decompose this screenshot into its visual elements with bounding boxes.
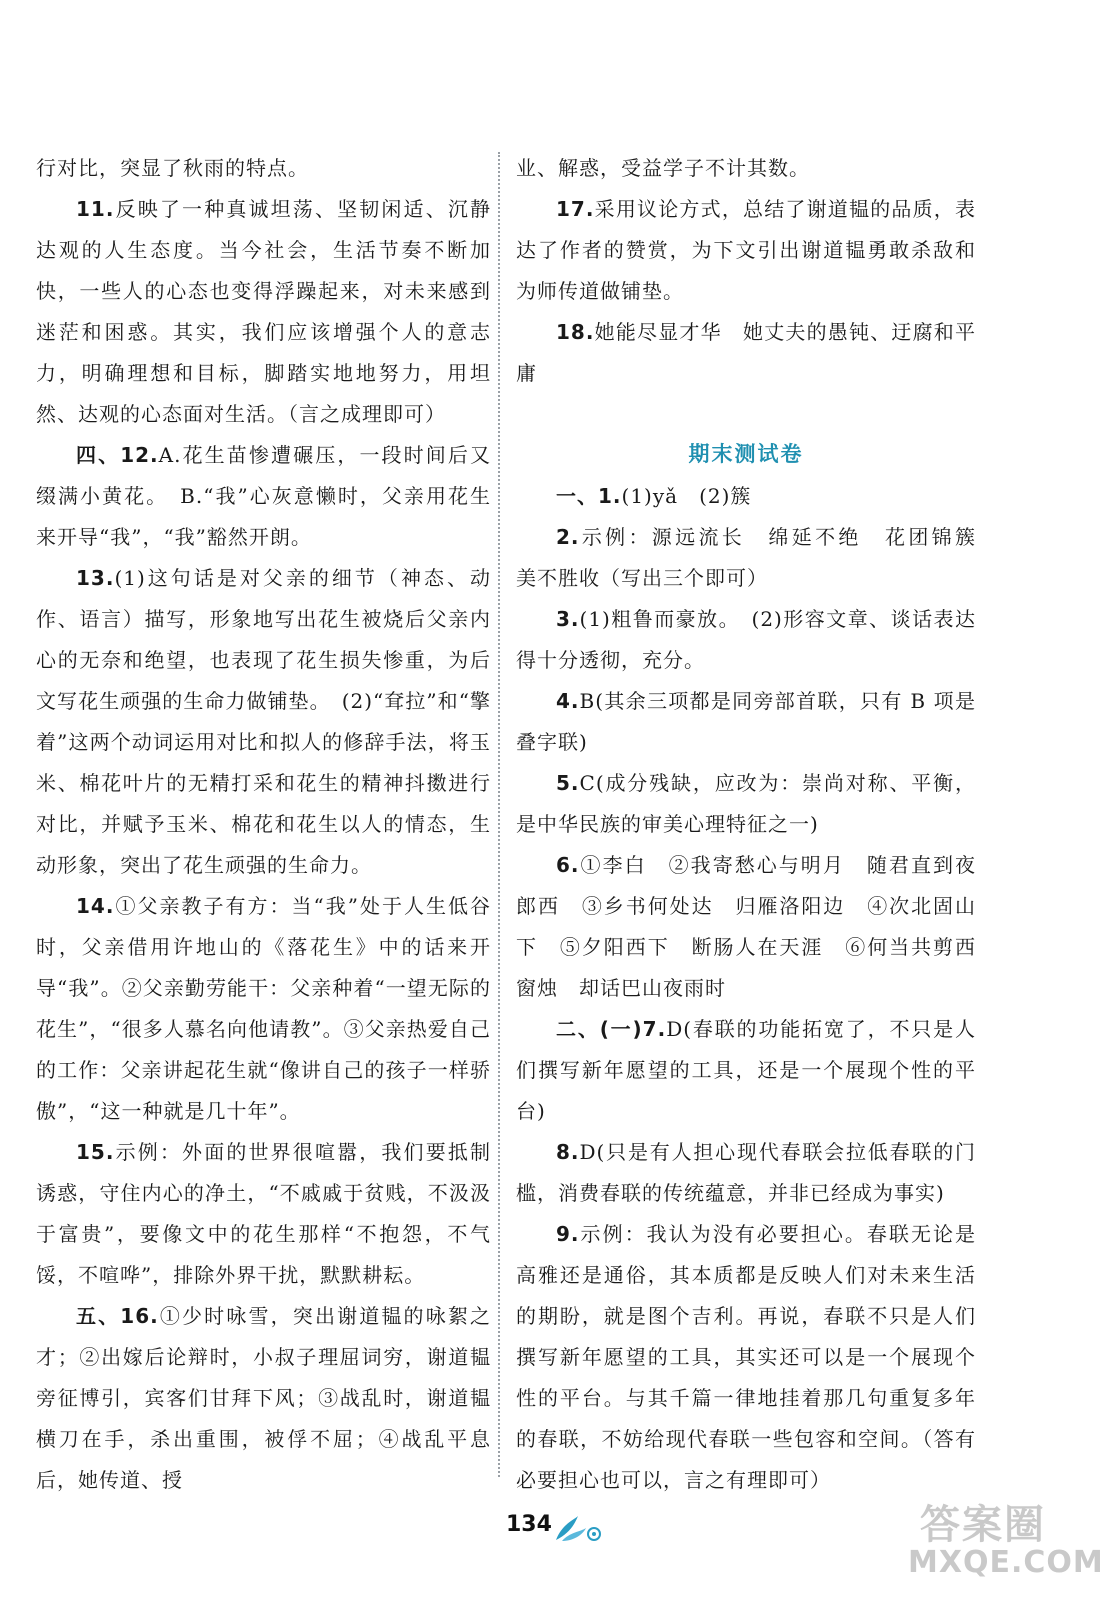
answer-number: 5. xyxy=(556,771,580,795)
answer-number: 2. xyxy=(556,525,580,549)
right-column xyxy=(516,148,997,1501)
answer-text: D(春联的功能拓宽了，不只是人们撰写新年愿望的工具，还是一个展现个性的平台) xyxy=(516,1017,977,1123)
answer-number: 11. xyxy=(76,197,115,221)
answer-paragraph xyxy=(36,886,491,1132)
answer-paragraph xyxy=(516,1009,976,1132)
answer-paragraph xyxy=(516,763,976,845)
page-number: 134 xyxy=(506,1512,552,1537)
answer-text: D(只是有人担心现代春联会拉低春联的门槛，消费春联的传统蕴意，并非已经成为事实) xyxy=(516,1140,976,1205)
answer-paragraph xyxy=(36,1296,491,1501)
answer-number: 17. xyxy=(556,197,595,221)
answer-text: 采用议论方式，总结了谢道韫的品质，表达了作者的赞赏，为下文引出谢道韫勇敢杀敌和为师传道做铺垫。 xyxy=(516,197,976,303)
watermark-logo xyxy=(900,1485,1104,1595)
answer-paragraph xyxy=(36,435,491,558)
watermark-bottom-text: MXQE.COM xyxy=(908,1545,1104,1580)
answer-number: 四、12. xyxy=(76,443,159,467)
answer-number: 9. xyxy=(556,1222,580,1246)
answer-number: 二、(一)7. xyxy=(556,1017,667,1041)
answer-paragraph xyxy=(516,845,976,1009)
answer-text: C(成分残缺，应改为：崇尚对称、平衡，是中华民族的审美心理特征之一) xyxy=(516,771,976,836)
section-title: 期末测试卷 xyxy=(688,441,804,466)
answer-text: ①李白 ②我寄愁心与明月 随君直到夜郎西 ③乡书何处达 归雁洛阳边 ④次北固山下 ⑤夕阳西下 断肠人在天涯 ⑥何当共剪西窗烛 却话巴山夜雨时 xyxy=(516,853,976,1000)
answer-number: 13. xyxy=(76,566,115,590)
watermark-top-text: 答案圈 xyxy=(920,1502,1046,1548)
answer-text: ①少时咏雪，突出谢道韫的咏絮之才；②出嫁后论辩时，小叔子理屈词穷，谢道韫旁征博引，宾客们甘拜下风；③战乱时，谢道韫横刀在手，杀出重围，被俘不屈；④战乱平息后，她传道、授 xyxy=(36,1304,491,1492)
continued-line: 行对比，突显了秋雨的特点。 xyxy=(36,156,309,180)
answer-number: 4. xyxy=(556,689,580,713)
answer-text: ①父亲教子有方：当“我”处于人生低谷时，父亲借用许地山的《落花生》中的话来开导“我”。②父亲勤劳能干：父亲种着“一望无际的花生”，“很多人慕名向他请教”。③父亲热爱自己的工作：父亲讲起花生就“像讲自己的孩子一样骄傲”，“这一种就是几十年”。 xyxy=(36,894,491,1123)
answer-number: 15. xyxy=(76,1140,115,1164)
answer-text: (1)这句话是对父亲的细节（神态、动作、语言）描写，形象地写出花生被烧后父亲内心的无奈和绝望，也表现了花生损失惨重，为后文写花生顽强的生命力做铺垫。 (2)“耷拉”和“擎着”这两个动词运用对比和拟人的修辞手法，将玉米、棉花叶片的无精打采和花生的精神抖擞进行对比，并赋予玉米、棉花和花生以人的情态，生动形象，突出了花生顽强的生命力。 xyxy=(36,566,491,877)
answer-number: 8. xyxy=(556,1140,580,1164)
answer-number: 6. xyxy=(556,853,580,877)
column-divider xyxy=(498,152,500,1477)
answer-paragraph xyxy=(36,189,491,435)
answer-paragraph xyxy=(516,476,976,517)
answer-text: 示例：外面的世界很喧嚣，我们要抵制诱惑，守住内心的净土，“不戚戚于贫贱，不汲汲于富贵”，要像文中的花生那样“不抱怨，不气馁，不喧哗”，排除外界干扰，默默耕耘。 xyxy=(36,1140,491,1287)
right-column-bottom xyxy=(516,476,997,1501)
answer-text: 示例：源远流长 绵延不绝 花团锦簇 美不胜收（写出三个即可） xyxy=(516,525,997,590)
answer-paragraph xyxy=(516,517,997,599)
continued-line: 业、解惑，受益学子不计其数。 xyxy=(516,156,810,180)
answer-text: (1)yǎ (2)簇 xyxy=(621,484,752,508)
answer-text: A.花生苗惨遭碾压，一段时间后又缀满小黄花。 B.“我”心灰意懒时，父亲用花生来开导“我”，“我”豁然开朗。 xyxy=(36,443,491,549)
answer-number: 3. xyxy=(556,607,580,631)
left-column xyxy=(36,148,491,1501)
answer-paragraph xyxy=(516,681,976,763)
right-column-top xyxy=(516,148,976,394)
answer-paragraph xyxy=(36,558,491,886)
answer-number: 14. xyxy=(76,894,115,918)
answer-paragraph xyxy=(516,599,976,681)
answer-paragraph xyxy=(516,312,976,394)
answer-text: 她能尽显才华 她丈夫的愚钝、迂腐和平庸 xyxy=(516,320,976,385)
answer-text: 反映了一种真诚坦荡、坚韧闲适、沉静达观的人生态度。当今社会，生活节奏不断加快，一些人的心态也变得浮躁起来，对未来感到迷茫和困惑。其实，我们应该增强个人的意志力，明确理想和目标，脚踏实地地努力，用坦然、达观的心态面对生活。（言之成理即可） xyxy=(36,197,491,426)
answer-paragraph xyxy=(36,1132,491,1296)
answer-number: 五、16. xyxy=(76,1304,159,1328)
answer-text: B(其余三项都是同旁部首联，只有 B 项是叠字联) xyxy=(516,689,976,754)
answer-text: 示例：我认为没有必要担心。春联无论是高雅还是通俗，其本质都是反映人们对未来生活的期盼，就是图个吉利。再说，春联不只是人们撰写新年愿望的工具，其实还可以是一个展现个性的平台。与其千篇一律地挂着那几句重复多年的春联，不妨给现代春联一些包容和空间。（答有必要担心也可以，言之有理即可） xyxy=(516,1222,976,1492)
answer-text: (1)粗鲁而豪放。 (2)形容文章、谈话表达得十分透彻，充分。 xyxy=(516,607,976,672)
leaf-ornament-icon xyxy=(552,1514,604,1548)
answer-paragraph xyxy=(516,189,976,312)
answer-paragraph xyxy=(516,1214,976,1501)
answer-number: 一、1. xyxy=(556,484,622,508)
answer-number: 18. xyxy=(556,320,595,344)
answer-paragraph xyxy=(516,1132,976,1214)
